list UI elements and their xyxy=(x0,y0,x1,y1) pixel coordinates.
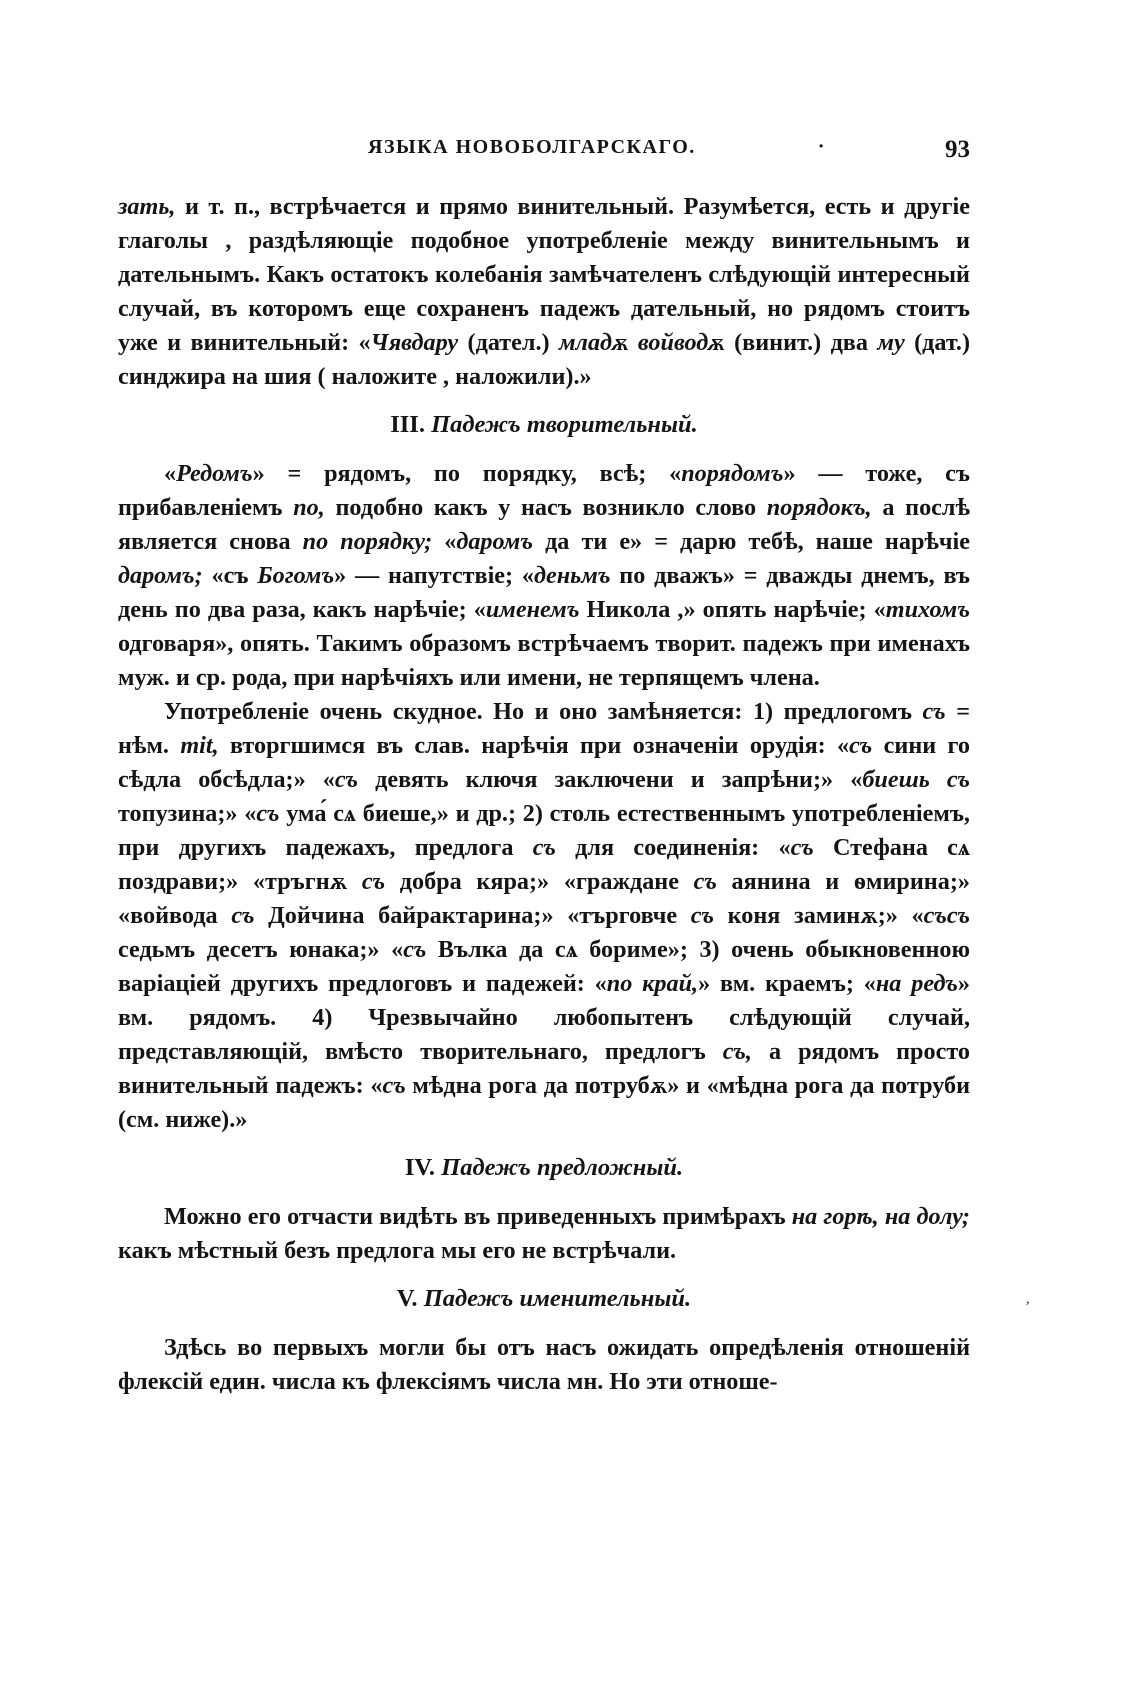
p5-seg-1: Здѣсь во первыхъ могли бы отъ насъ ожидать опредѣленія отношеній флексій един. числа къ флексіямъ числа мн. Но эти отноше- xyxy=(118,1334,970,1395)
heading-3-title: Падежъ творительный. xyxy=(431,411,698,438)
heading-4-title: Падежъ предложный. xyxy=(441,1154,684,1181)
stray-print-mark: , xyxy=(1026,1292,1030,1307)
p1-seg-2: и т. п., встрѣчается и прямо винительный. Разумѣется, есть и другіе глаголы , раздѣляющіе подобное употребленіе между винительнымъ и дательнымъ. Какъ остатокъ колебанія замѣчателенъ слѣдующій интересный случай, въ которомъ еще сохраненъ падежъ дательный, но рядомъ стоитъ уже и винительный: « xyxy=(118,193,970,356)
p3-seg-35: а рядомъ просто винительный падежъ: « xyxy=(118,1038,970,1099)
p3-seg-11: топузина;» « xyxy=(118,800,257,827)
p3-seg-28: съ xyxy=(403,936,427,963)
heading-case-instrumental xyxy=(118,408,970,442)
p2-seg-2: Редомъ xyxy=(176,460,253,487)
p3-seg-23: Дойчина байрактарина;» «търговче xyxy=(254,902,691,929)
p3-seg-2: съ xyxy=(922,698,946,725)
p3-seg-25: коня заминѫ;» « xyxy=(713,902,924,929)
p3-seg-31: » вм. краемъ; « xyxy=(698,970,876,997)
p2-seg-9: а послѣ является снова xyxy=(118,494,970,555)
p2-seg-16: Богомъ xyxy=(257,562,335,589)
p2-seg-22: тихомъ xyxy=(885,596,970,623)
heading-5-title: Падежъ именительный. xyxy=(423,1285,692,1312)
p3-seg-26: съсъ xyxy=(923,902,970,929)
p3-seg-5: вторгшимся въ слав. нарѣчія при означеніи орудія: « xyxy=(218,732,850,759)
p3-seg-22: съ xyxy=(231,902,255,929)
p3-seg-9: девять ключя заключени и запрѣни;» « xyxy=(358,766,863,793)
heading-case-prepositional xyxy=(118,1151,970,1185)
p3-seg-37: мѣдна рога да потрубѫ» и «мѣдна рога да потруби (см. ниже).» xyxy=(118,1072,971,1133)
paragraph-1 xyxy=(118,190,970,394)
p3-seg-14: съ xyxy=(532,834,556,861)
p2-seg-1: « xyxy=(164,460,177,487)
p2-seg-23: одговаря», опять. Такимъ образомъ встрѣчаемъ творит. падежъ при именахъ муж. и ср. рода, при нарѣчіяхъ или имени, не терпящемъ члена. xyxy=(118,630,970,691)
p3-seg-13: ума́ сѧ биеше,» и др.; 2) столь естественнымъ употребленіемъ, при другихъ падежахъ, предлога xyxy=(118,800,970,861)
p1-seg-3: Чявдару xyxy=(370,329,459,356)
p1-seg-4: (дател.) xyxy=(458,329,559,356)
p3-seg-27: седьмъ десетъ юнака;» « xyxy=(118,936,404,963)
p3-seg-33: » вм. рядомъ. 4) Чрезвычайно любопытенъ слѣдующій случай, представляющій, вмѣсто творительнаго, предлогъ xyxy=(118,970,970,1065)
p2-seg-7: подобно какъ у насъ возникло слово xyxy=(324,494,767,521)
p1-seg-8: (дат.) синджира на шия ( наложите , наложили).» xyxy=(118,329,971,390)
p2-seg-13: да ти е» = дарю тебѣ, наше нарѣчіе xyxy=(533,528,971,555)
paragraph-5 xyxy=(118,1331,970,1399)
p2-seg-3: » = рядомъ, по порядку, всѣ; « xyxy=(252,460,682,487)
p1-seg-1: зать, xyxy=(118,193,176,220)
p3-seg-4: mit, xyxy=(180,732,219,759)
p2-seg-11: « xyxy=(432,528,457,555)
p2-seg-15: «съ xyxy=(202,562,258,589)
p3-seg-12: съ xyxy=(256,800,280,827)
p3-seg-16: съ xyxy=(790,834,814,861)
p3-seg-20: съ xyxy=(693,868,717,895)
p3-seg-21: аянина и ѳмирина;» «войвода xyxy=(118,868,970,929)
p3-seg-17: Стефана сѧ поздрави;» «тръгнѫ xyxy=(118,834,971,895)
p3-seg-6: съ xyxy=(849,732,873,759)
p4-seg-1: Можно его отчасти видѣть въ приведенныхъ примѣрахъ xyxy=(164,1203,792,1230)
p2-seg-12: даромъ xyxy=(456,528,534,555)
body-text xyxy=(118,190,970,1399)
p3-seg-30: по край, xyxy=(606,970,699,997)
p3-seg-1: Употребленіе очень скудное. Но и оно замѣняется: 1) предлогомъ xyxy=(164,698,923,725)
p4-seg-3: какъ мѣстный безъ предлога мы его не встрѣчали. xyxy=(118,1237,677,1264)
p2-seg-19: по дважъ» = дважды днемъ, въ день по два раза, какъ нарѣчіе; « xyxy=(118,562,971,623)
page-number: 93 xyxy=(945,136,970,163)
p3-seg-7: сини го сѣдла обсѣдла;» « xyxy=(118,732,970,793)
running-title: ЯЗЫКА НОВОБОЛГАРСКАГО. xyxy=(368,136,696,158)
p3-seg-24: съ xyxy=(690,902,714,929)
p2-seg-17: » — напутствіе; « xyxy=(334,562,534,589)
p2-seg-8: порядокъ, xyxy=(766,494,872,521)
running-head-marker: · xyxy=(818,136,825,157)
p3-seg-19: добра кяра;» «граждане xyxy=(385,868,694,895)
p2-seg-20: именемъ xyxy=(485,596,580,623)
p3-seg-29: Вълка да сѧ бориме»; 3) очень обыкновенною варіаціей другихъ предлоговъ и падежей: « xyxy=(118,936,970,997)
p1-seg-7: му xyxy=(877,329,905,356)
p3-seg-15: для соединенія: « xyxy=(555,834,791,861)
p2-seg-18: деньмъ xyxy=(533,562,611,589)
paragraph-3 xyxy=(118,695,970,1137)
p3-seg-32: на редъ xyxy=(875,970,958,997)
p3-seg-34: съ, xyxy=(722,1038,752,1065)
p2-seg-14: даромъ; xyxy=(118,562,203,589)
p3-seg-10: биешь съ xyxy=(862,766,971,793)
heading-case-nominative xyxy=(118,1282,970,1316)
p3-seg-18: съ xyxy=(361,868,386,895)
running-head xyxy=(118,136,970,176)
p2-seg-5: » — тоже, съ прибавленіемъ xyxy=(118,460,970,521)
p2-seg-21: Никола ,» опять нарѣчіе; « xyxy=(579,596,886,623)
heading-3-numeral: III. xyxy=(390,411,425,438)
p4-seg-2: на горѣ, на долу; xyxy=(791,1203,970,1230)
p3-seg-8: съ xyxy=(334,766,359,793)
p3-seg-36: съ xyxy=(382,1072,406,1099)
p1-seg-5: младѫ войводѫ xyxy=(558,329,725,356)
p2-seg-6: по, xyxy=(293,494,325,521)
p3-seg-3: = нѣм. xyxy=(118,698,970,759)
paragraph-4 xyxy=(118,1200,970,1268)
heading-5-numeral: V. xyxy=(396,1285,418,1312)
heading-4-numeral: IV. xyxy=(404,1154,436,1181)
p2-seg-4: порядомъ xyxy=(681,460,784,487)
p1-seg-6: (винит.) два xyxy=(724,329,878,356)
paragraph-2 xyxy=(118,457,970,695)
p2-seg-10: по порядку; xyxy=(302,528,433,555)
